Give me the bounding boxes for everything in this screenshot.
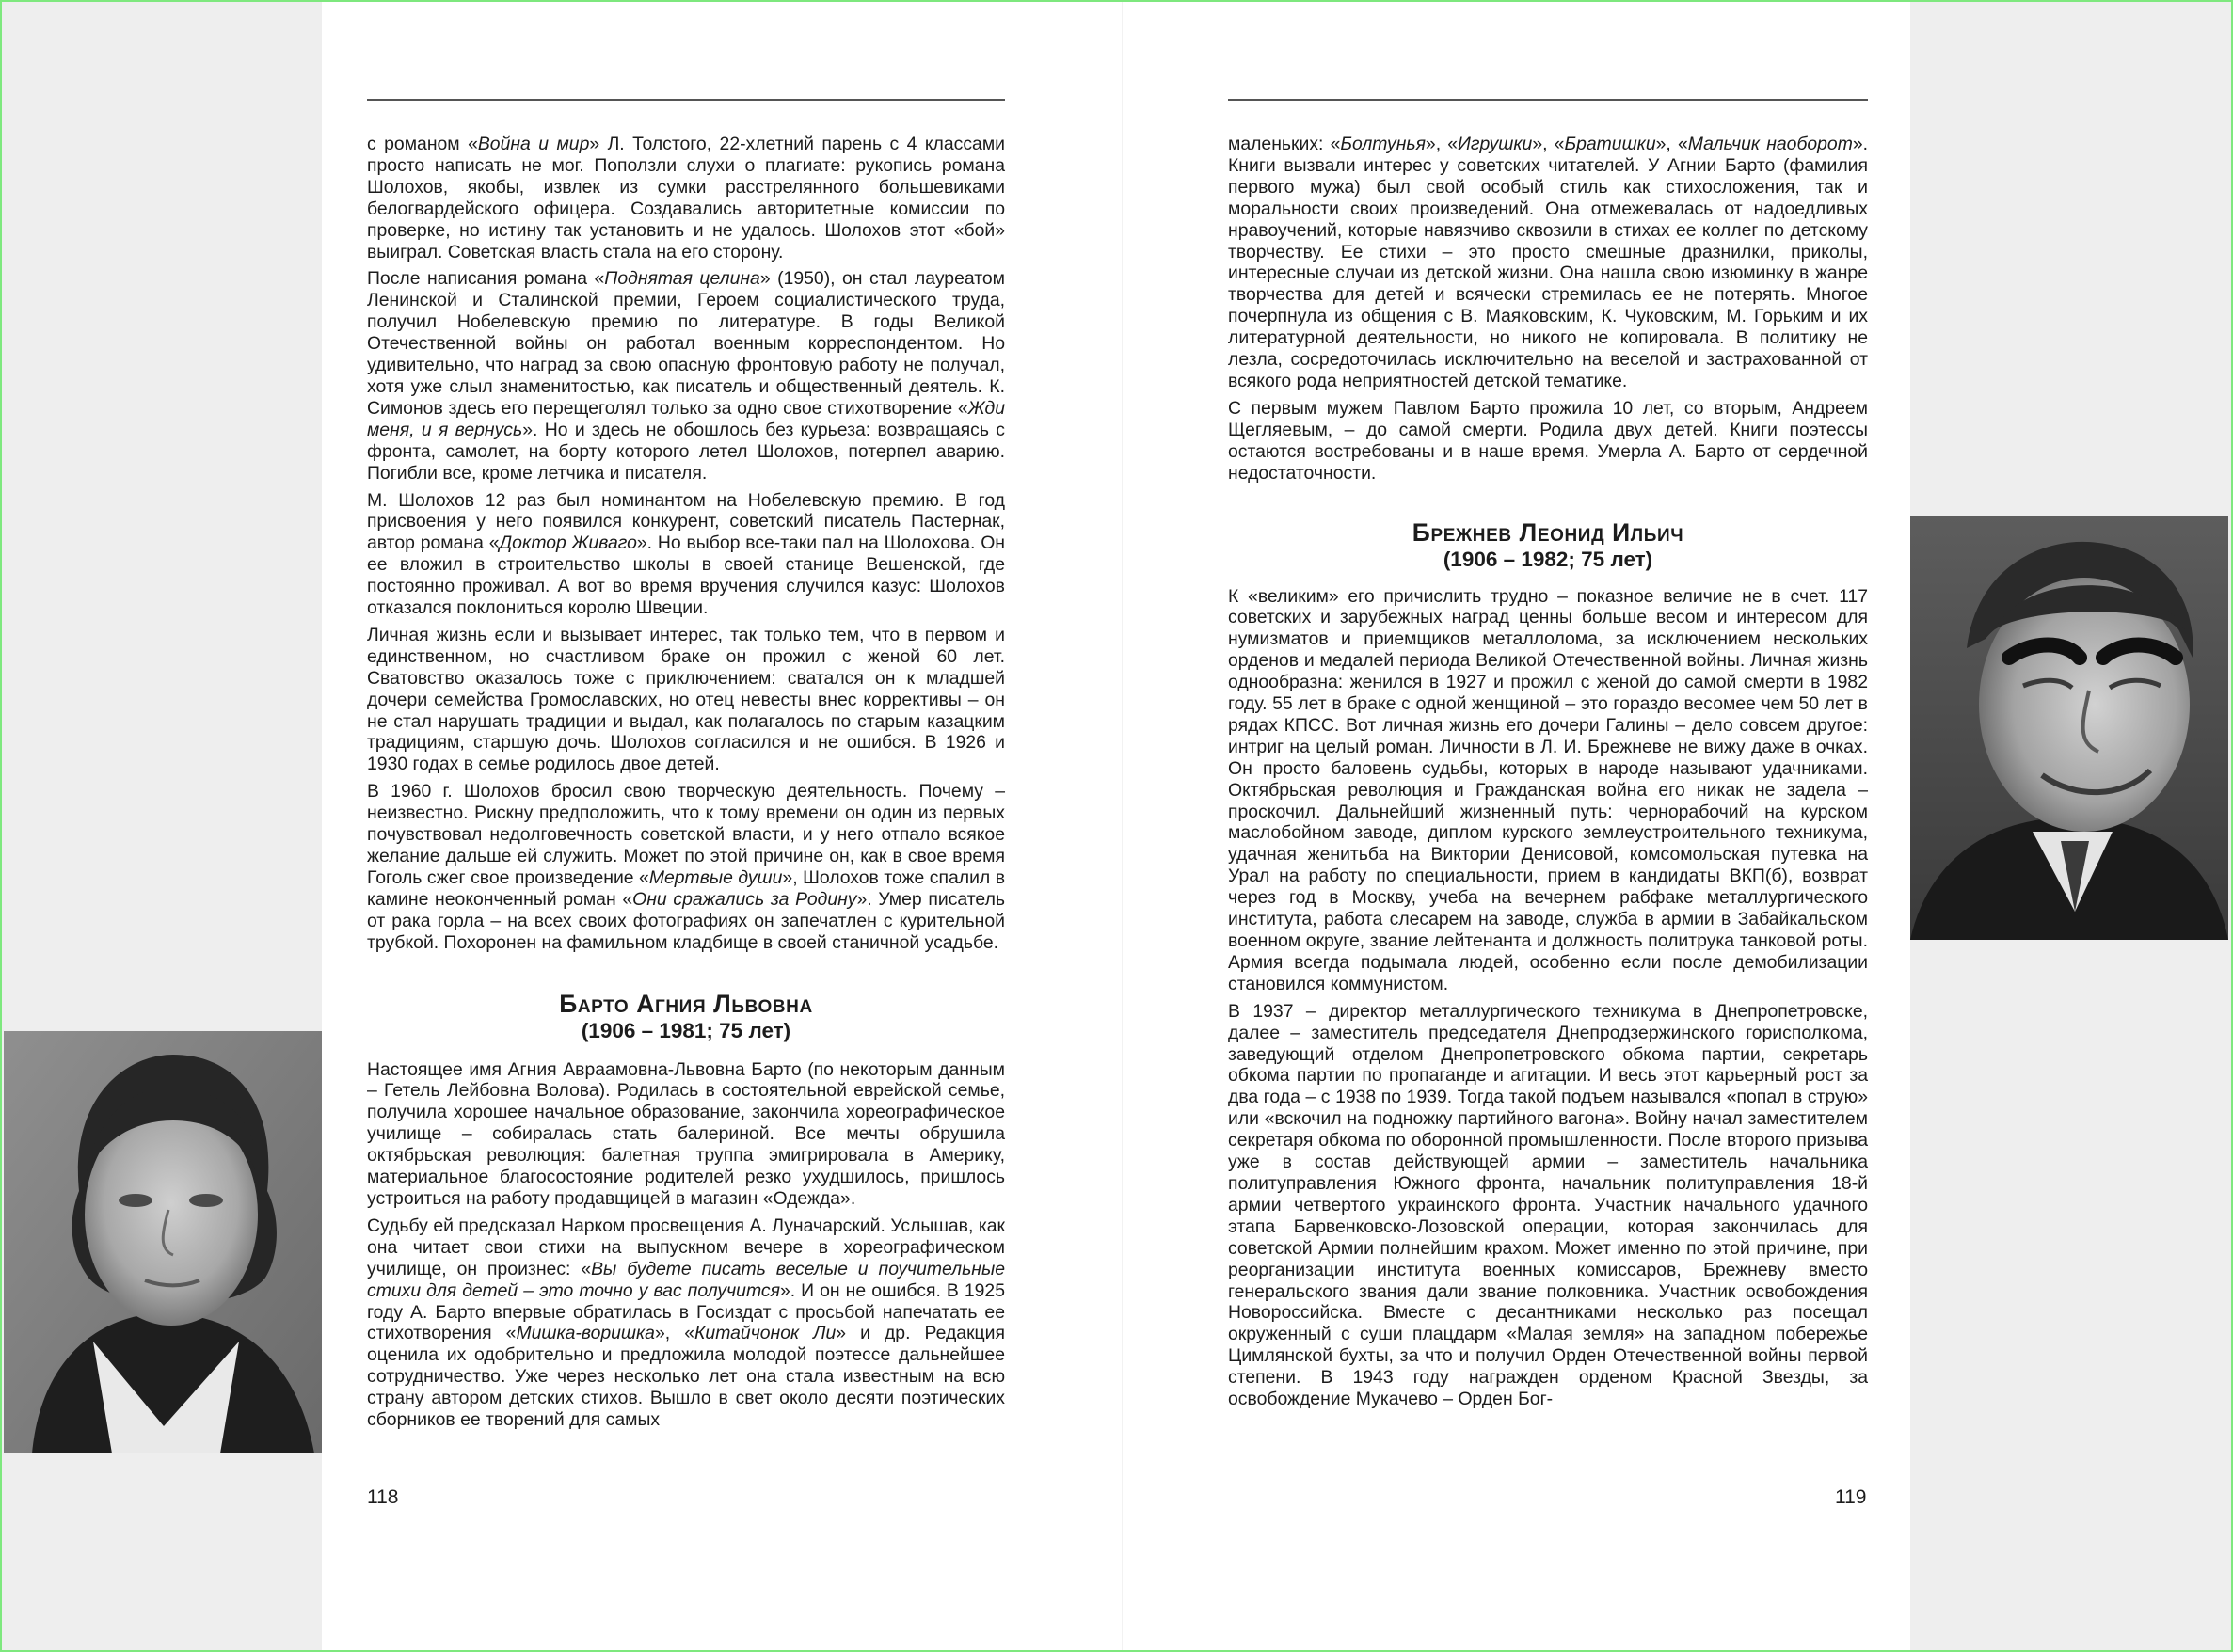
text-run: » и др. Редакция оценила их одобрительно и предложила молодой поэтессе дальнейшее сотрудничество. Уже через несколько лет она стала известным на всю страну автором детских стихов. Вышло в свет около десяти поэтических сборников ее творений для самых <box>367 1323 1005 1431</box>
brezhnev-name: Брежнев Леонид Ильич <box>1412 517 1684 547</box>
text-run: ». И он не ошибся. В 1925 году А. Барто впервые обратилась в Госиздат с просьбой напечатать ее стихотворения « <box>367 1279 1005 1344</box>
text-run: После написания романа « <box>367 268 605 290</box>
text-run: К «великим» его причислить трудно – показное величие не в счет. 117 советских и зарубежных наград ценны больше весом и интересом для нумизматов и приемщиков металлолома, за исключением нескольких орденов и медалей периода Великой Отечественной войны. Личная жизнь однообразна: женился в 1927 и прожил с женой до самой смерти в 1982 году. 55 лет в браке с одной женщиной – это гораздо весомее чем 50 лет в рядах КПСС. Вот личная жизнь его дочери Галины – дело совсем другое: интриг на целый роман. Личности в Л. И. Брежневе не вижу даже в очках. Он просто баловень судьбы, которых в народе называют удачниками. Октябрьская революция и Гражданская война его никак не задела – проскочил. Дальнейший жизненный путь: чернорабочий на курском маслобойном заводе, диплом курского землеустроительного техникума, удачная женитьба на Виктории Денисовой, комсомольская путевка на Урал на работу по специальности, прием в кандидаты ВКП(б), возврат через год в Москву, учеба на вечернем рабфаке металлургического института, работа слесарем на заводе, служба в армии в Забайкальском военном округе, звание лейтенанта и должность политрука танковой роты. Армия всегда подымала людей, особенно если после демобилизации становился коммунистом. <box>1228 585 1868 994</box>
text-run: » Л. Толстого, 22-хлетний парень с 4 классами просто написать не мог. Поползли слухи о плагиате: рукопись романа Шолохов, якобы, извлек из сумки расстрелянного большевиками белогвардейского офицера. Создавались авторитетные комиссии по проверке, но истину так установить и не удалось. Шолохов этот «бой» выиграл. Советская власть стала на его сторону. <box>367 134 1005 262</box>
italic-title: Мальчик наоборот <box>1687 134 1853 154</box>
italic-title: Мишка-воришка <box>516 1323 655 1344</box>
italic-title: Китайчонок Ли <box>694 1323 837 1344</box>
italic-title: Игрушки <box>1458 134 1533 154</box>
text-run: », « <box>1655 134 1688 154</box>
text-run: ». Умер писатель от рака горла – на всех своих фотографиях он запечатлен с курительной трубкой. Похоронен на фамильном кладбище в своей станичной усадьбе. <box>367 888 1005 953</box>
text-run: », « <box>1425 134 1459 154</box>
text-run: маленьких: « <box>1228 134 1341 154</box>
italic-title: Они сражались за Родину <box>632 888 857 910</box>
italic-title: Братишки <box>1564 134 1656 154</box>
italic-title: Доктор Живаго <box>499 532 637 554</box>
text-run: С первым мужем Павлом Барто прожила 10 лет, со вторым, Андреем Щегляевым, – до самой смерти. Родила двух детей. Книги поэтессы остаются востребованы и в наше время. Умерла А. Барто от сердечной недостаточности. <box>1228 397 1868 484</box>
text-run: », « <box>1532 134 1565 154</box>
text-run: В 1960 г. Шолохов бросил свою творческую деятельность. Почему – неизвестно. Рискну предположить, что к тому времени он один из первых почувствовал недолговечность советской власти, и у него отпало всякое желание дальше ей служить. Может по этой причине он, как в свое время Гоголь сжег свое произведение « <box>367 781 1005 888</box>
page-number-right: 119 <box>1835 1486 1867 1508</box>
text-run: » (1950), он стал лауреатом Ленинской и Сталинской премии, Героем социалистического труда, получил Нобелевскую премию по литературе. В годы Великой Отечественной войны он работал военным корреспондентом. Но удивительно, что наград за свою опасную фронтовую работу не получал, хотя уже слыл знаменитостью, как писатель и общественный деятель. К. Симонов здесь его перещеголял только за одно свое стихотворение « <box>367 268 1005 419</box>
text-run: ». Но и здесь не обошлось без курьеза: возвращаясь с фронта, самолет, на борту которого летел Шолохов, потерпел аварию. Погибли все, кроме летчика и писателя. <box>367 419 1005 484</box>
italic-title: Жди меня, и я вернусь <box>367 397 1005 440</box>
text-run: ». Но выбор все-таки пал на Шолохова. Он ее вложил в строительство школы в своей станице Вешенской, где постоянно проживал. А вот во время вручения случился казус: Шолохов отказался поклониться королю Швеции. <box>367 532 1005 619</box>
text-run: ». Книги вызвали интерес у советских читателей. У Агнии Барто (фамилия первого мужа) был свой особый стиль как стихосложения, так и моральности своих произведений. Она отмежевалась от надоедливых нравоучений, которые навязчиво сквозили в стихах ее коллег по детскому творчеству. Ее стихи – это просто смешные дразнилки, приколы, интересные случаи из детской жизни. Она нашла свою изюминку в жанре творчества для детей и всячески стремилась ее не потерять. Многое почерпнула из общения с В. Маяковским, К. Чуковским, М. Горьким и их литературной деятельности, но никого не копировала. В политику не лезла, сосредоточилась исключительно на веселой и застрахованной от всякого рода неприятностей детской тематике. <box>1228 134 1869 391</box>
text-run: Личная жизнь если и вызывает интерес, так только тем, что в первом и единственном, но счастливом браке он прожил с женой 60 лет. Сватовство оказалось тоже с приключением: сватался он к младшей дочери семейства Громославских, но отец невесты внес коррективы – он не стал нарушать традиции и выдал, как полагалось по старым казацким традициям, старшую дочь. Шолохов согласился и не ошибся. В 1926 и 1930 годах в семье родилось двое детей. <box>367 624 1005 775</box>
text-run: с романом « <box>367 134 478 154</box>
barto-years: (1906 – 1981; 75 лет) <box>581 1018 791 1042</box>
italic-title: Вы будете писать веселые и поучительные стихи для детей – это точно у вас получится <box>367 1258 1005 1301</box>
italic-title: Война и мир <box>477 134 590 154</box>
brezhnev-years: (1906 – 1982; 75 лет) <box>1443 547 1653 571</box>
page-number-left: 118 <box>367 1486 399 1508</box>
text-run: В 1937 – директор металлургического техникума в Днепропетровске, далее – заместитель председателя Днепродзержинского горисполкома, заведующий отделом Днепропетровского обкома партии, секретарь обкома партии по пропаганде и агитации. И весь этот карьерный рост за два года – с 1938 по 1939. Тогда такой подъем назывался «попал в струю» или «вскочил на подножку партийного вагона». Войну начал заместителем секретаря обкома по оборонной промышленности. После второго призыва уже в состав действующей армии – заместитель начальника политуправления Южного фронта, начальник политуправления 18-й армии четвертого украинского фронта. Участник начального удачного этапа Барвенковско-Лозовской операции, которая закончилась для советской Армии полнейшим крахом. Может именно по этой причине, при реорганизации института военных комиссаров, Брежневу вместо генеральского звания дали звание полковника. Участник освобождения Новороссийска. Вместе с десантниками несколько раз посещал окруженный с суши плацдарм «Малая земля» на западном побережье Цимлянской бухты, за что и получил Орден Отечественной войны первой степени. В 1943 году награжден орденом Красной Звезды, за освобождение Мукачево – Орден Бог- <box>1228 1000 1868 1410</box>
italic-title: Болтунья <box>1340 134 1426 154</box>
text-run: », « <box>654 1323 694 1344</box>
text-run: М. Шолохов 12 раз был номинантом на Нобелевскую премию. В год присвоения у него появился конкурент, советский писатель Пастернак, автор романа « <box>367 489 1005 554</box>
italic-title: Поднятая целина <box>604 268 760 290</box>
barto-name: Барто Агния Львовна <box>559 989 813 1018</box>
italic-title: Мертвые души <box>648 866 783 888</box>
text-run: », Шолохов тоже спалил в камине неоконченный роман « <box>367 866 1005 910</box>
text-run: Настоящее имя Агния Авраамовна-Львовна Барто (по некоторым данным – Гетель Лейбовна Волова). Родилась в состоятельной еврейской семье, получила хорошее начальное образование, закончила хореографическое училище – собиралась стать балериной. Все мечты обрушила октябрьская революция: балетная труппа эмигрировала в Америку, материальное благосостояние родителей резко ухудшилось, пришлось устроиться на работу продавщицей в магазин «Одежда». <box>367 1058 1005 1209</box>
text-run: Судьбу ей предсказал Нарком просвещения А. Луначарский. Услышав, как она читает свои стихи на выпускном вечере в хореографическом училище, он произнес: « <box>367 1215 1005 1279</box>
